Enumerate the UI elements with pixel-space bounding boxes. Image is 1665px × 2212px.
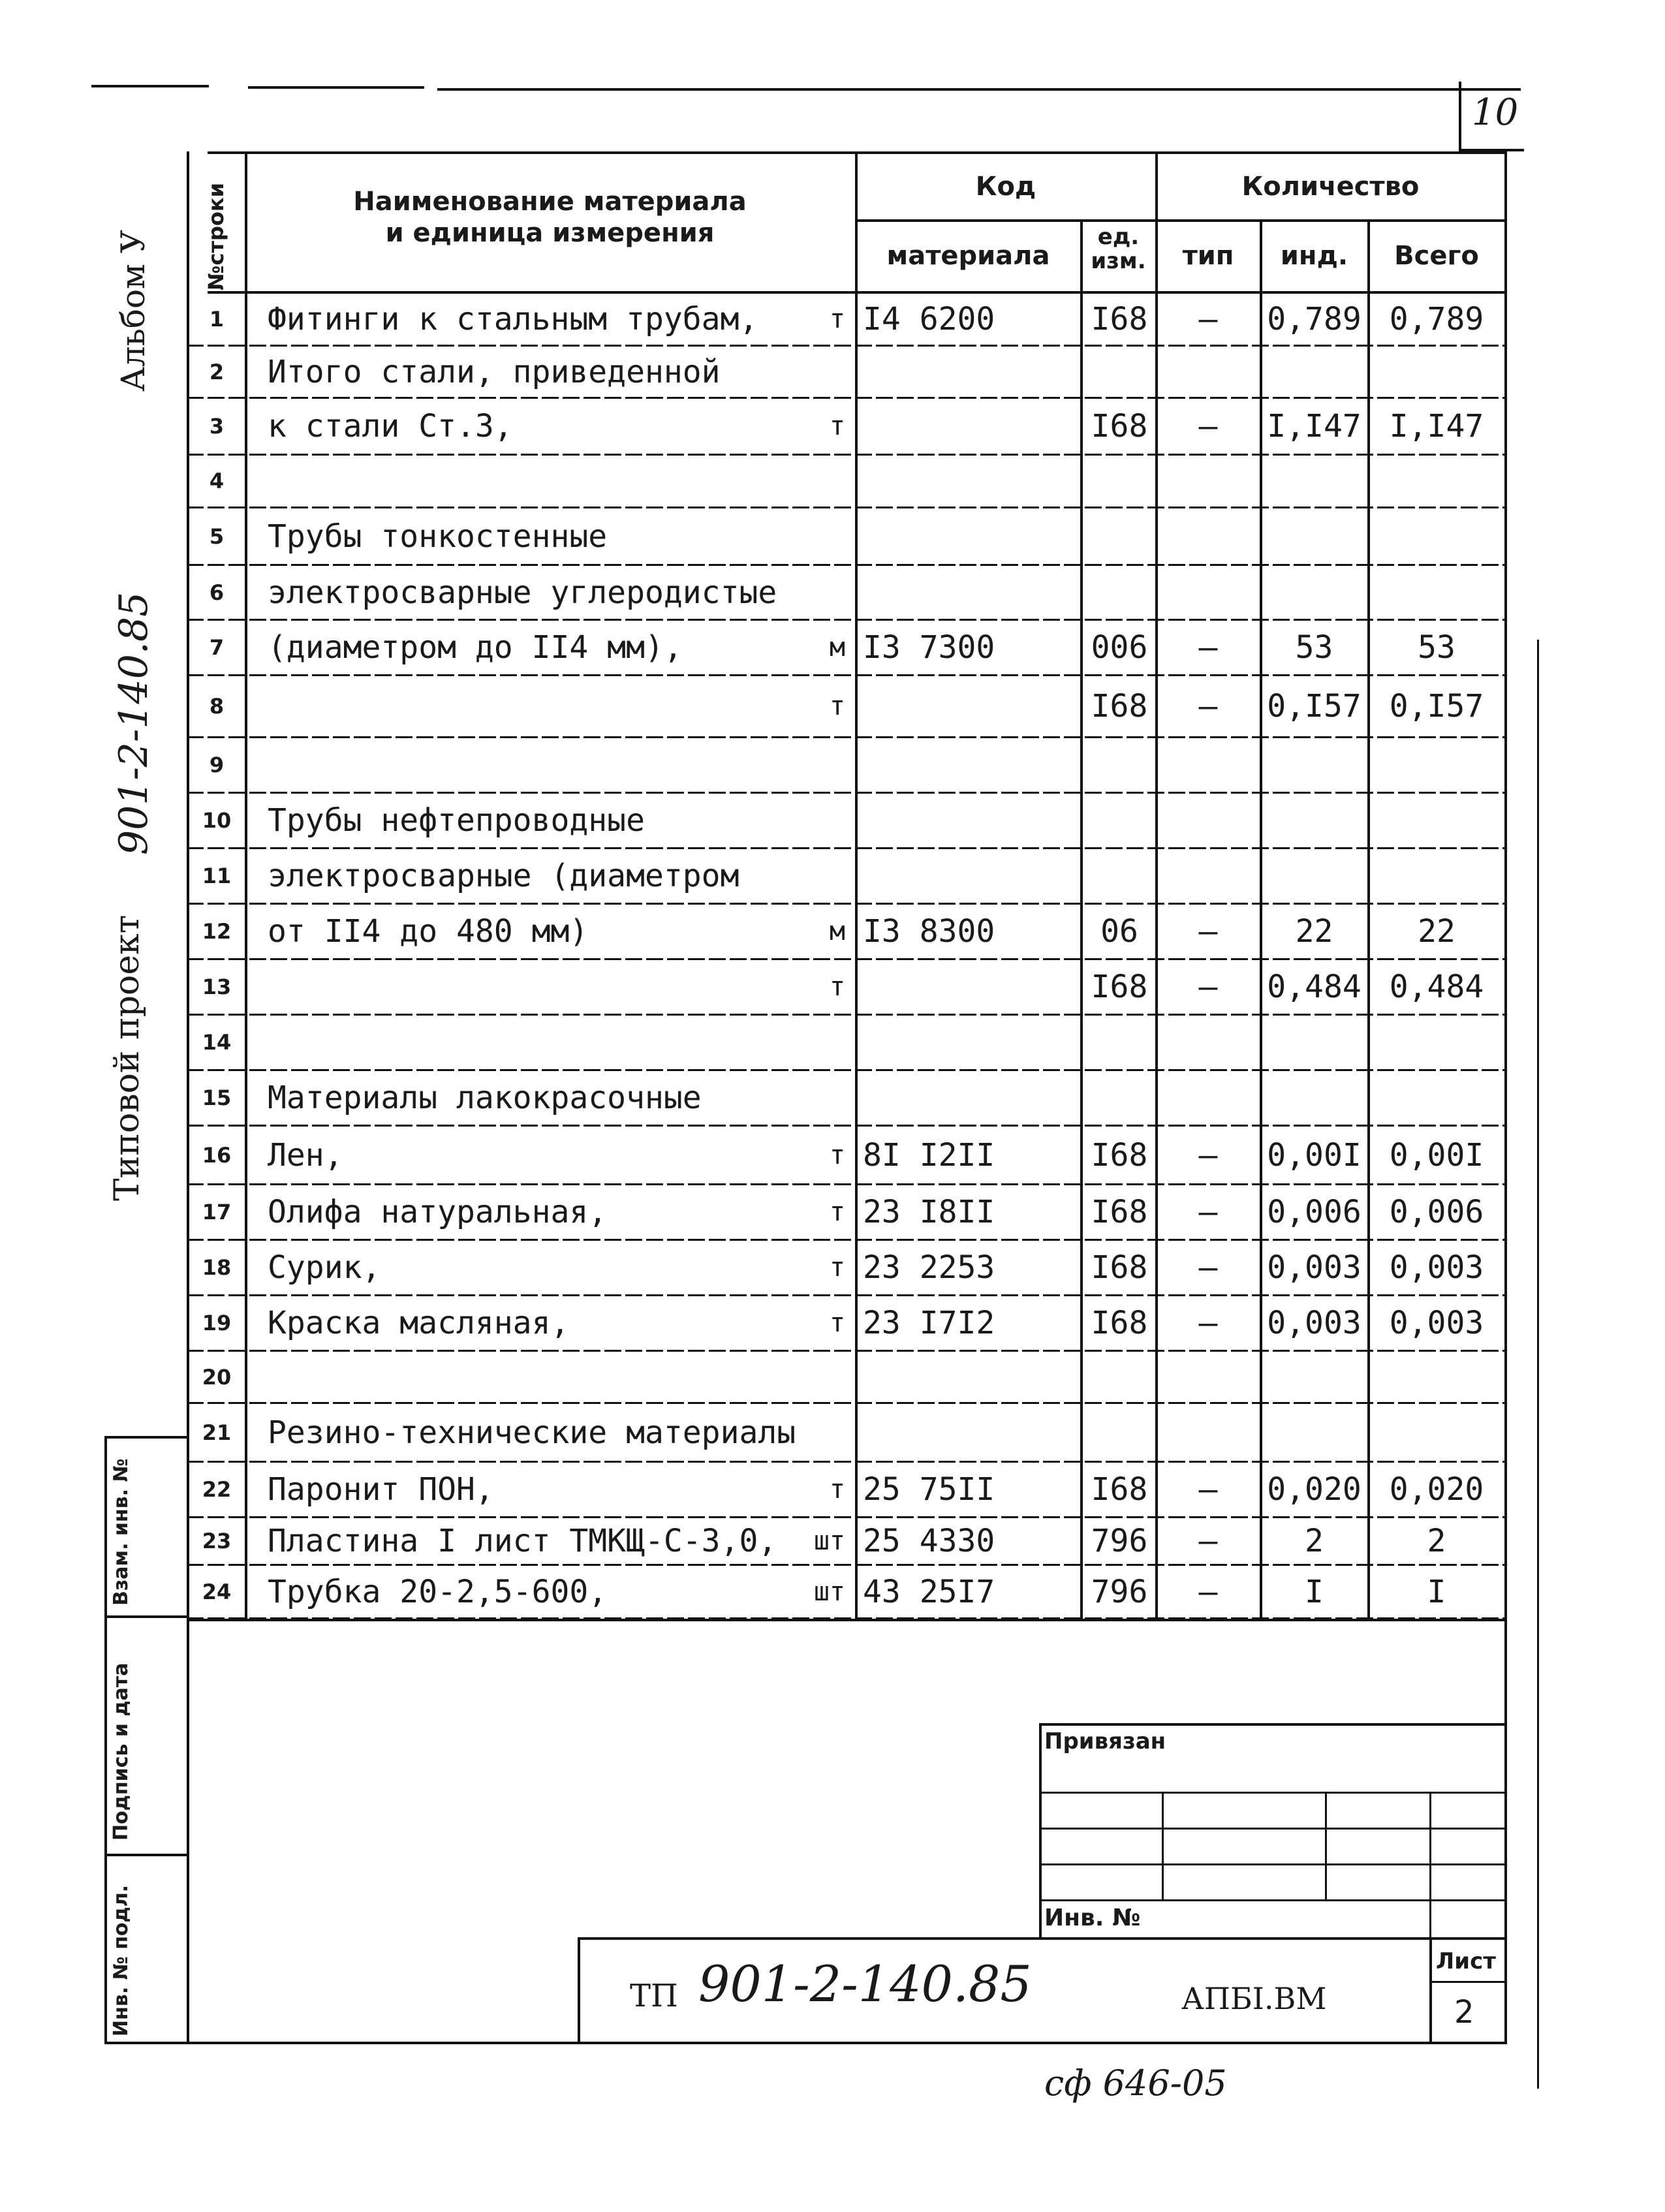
row-ind [1261,1070,1367,1126]
stamp-side-vzam: Взам. инв. № [110,1458,132,1606]
header-q-ind: инд. [1280,241,1348,271]
row-unit [770,1070,845,1126]
row-number: 11 [202,864,232,888]
header-code-material: материала [886,241,1050,271]
row-unit-code: 796 [1091,1574,1148,1610]
row-total [1369,346,1504,398]
row-ind [1261,1015,1367,1070]
row-code: 23 I8II [863,1194,995,1230]
row-unit: т [829,411,845,441]
row-total: 0,003 [1389,1249,1484,1286]
row-number: 16 [202,1143,232,1168]
row-type [1157,1070,1260,1126]
header-mid [855,219,1506,222]
row-total: 0,00I [1389,1137,1484,1174]
row-total [1369,1351,1504,1403]
row-type: – [1198,913,1218,950]
row-number: 17 [202,1200,232,1224]
project-type-label: Типовой проект [108,914,147,1201]
row-ind: 0,I57 [1267,688,1362,724]
header-code: Код [975,172,1036,202]
row-code: 43 25I7 [863,1574,995,1610]
row-number: 13 [202,974,232,999]
row-ind [1261,508,1367,565]
row-name: Сурик, [268,1249,381,1286]
row-ind [1261,849,1367,904]
row-name: Трубы тонкостенные [268,518,608,555]
row-total: 22 [1418,913,1455,950]
row-name: Краска масляная, [268,1305,570,1341]
row-unit-code: I68 [1091,408,1148,444]
row-total: 0,I57 [1389,688,1484,724]
row-type: – [1198,1194,1218,1230]
row-unit-code [1083,1403,1155,1462]
header-row-no: №строки [204,182,228,290]
top-rule-mid [248,86,424,89]
row-total [1369,455,1504,508]
row-ind: I,I47 [1267,408,1362,444]
header-q-total: Всего [1394,241,1479,271]
row-type [1157,508,1260,565]
col-border-name [855,151,858,1620]
row-ind: 22 [1295,913,1333,950]
row-unit-code: 06 [1100,913,1138,950]
row-number: 9 [209,753,225,777]
col-border-right [1504,151,1507,2044]
stamp-side-inv: Инв. № подл. [110,1884,132,2036]
row-name: Материалы лакокрасочные [268,1080,702,1116]
row-total: 53 [1418,629,1455,666]
col-border-code [1080,221,1083,1620]
row-unit-code [1083,849,1155,904]
row-unit-code [1083,455,1155,508]
row-number: 21 [202,1420,232,1445]
side-handwritten-code: 901-2-140.85 [111,591,157,855]
table-bottom [187,1619,1506,1621]
privyazan-label: Привязан [1044,1728,1166,1754]
stamp-side-bottom [104,2042,1506,2044]
row-unit: т [829,972,845,1002]
row-type [1157,1403,1260,1462]
row-number: 4 [209,469,225,493]
row-number: 3 [209,414,225,439]
row-total [1369,1070,1504,1126]
row-name: Пластина I лист ТМКЩ-С-3,0, [268,1523,777,1559]
sheet-value: 2 [1454,1994,1474,2031]
privyazan-line2 [1039,1828,1506,1830]
row-ind: I [1305,1574,1324,1610]
row-unit [770,1403,845,1462]
row-number: 23 [202,1529,232,1553]
top-rule-right [437,88,1521,91]
row-unit: шт [813,1577,845,1607]
row-unit-code: I68 [1091,1305,1148,1341]
row-name: Резино-технические материалы [268,1414,796,1451]
row-ind: 2 [1305,1523,1324,1559]
row-total: 0,484 [1389,969,1484,1005]
row-unit-code: I68 [1091,1137,1148,1174]
row-total [1369,508,1504,565]
row-unit [770,346,845,398]
row-total: 2 [1427,1523,1446,1559]
col-border-num [245,151,247,1620]
row-type: – [1198,1471,1218,1508]
header-quantity: Количество [1241,172,1420,202]
row-unit: т [829,304,845,334]
row-total: 0,003 [1389,1305,1484,1341]
row-number: 20 [202,1365,232,1390]
row-total [1369,738,1504,793]
inv-no-label: Инв. № [1044,1905,1141,1931]
row-total: I,I47 [1389,408,1484,444]
privyazan-col2 [1325,1792,1327,1899]
row-unit-code: 796 [1091,1523,1148,1559]
row-code: I3 7300 [863,629,995,666]
row-ind [1261,455,1367,508]
privyazan-line1 [1039,1792,1506,1794]
row-ind: 0,003 [1267,1305,1362,1341]
row-unit-code [1083,738,1155,793]
row-ind [1261,793,1367,849]
row-number: 19 [202,1311,232,1335]
row-type: – [1198,301,1218,337]
title-block-top [578,1937,1506,1940]
row-type: – [1198,688,1218,724]
row-type [1157,455,1260,508]
row-unit: т [829,1140,845,1170]
row-number: 5 [209,524,225,549]
row-total [1369,565,1504,620]
row-number: 15 [202,1085,232,1110]
page-number-box-left [1459,82,1461,150]
row-ind: 0,020 [1267,1471,1362,1508]
stamp-side-top [104,1436,188,1439]
row-unit-code [1083,1015,1155,1070]
row-unit [770,793,845,849]
row-number: 14 [202,1030,232,1055]
row-code: 23 2253 [863,1249,995,1286]
row-number: 10 [202,808,232,833]
privyazan-col1 [1162,1792,1164,1899]
row-ind [1261,565,1367,620]
title-block-sheet-left [1429,1937,1432,2043]
header-name: Наименование материала и единица измерения [353,187,747,248]
footer-note: сф 646-05 [1044,2063,1227,2104]
row-unit: т [829,1308,845,1338]
row-name: Трубы нефтепроводные [268,802,645,839]
row-unit [770,565,845,620]
album-label: Альбом У [114,230,152,392]
row-name: (диаметром до II4 мм), [268,629,683,666]
row-unit [770,738,845,793]
row-ind [1261,346,1367,398]
row-total: 0,006 [1389,1194,1484,1230]
row-type: – [1198,1305,1218,1341]
tp-number: 901-2-140.85 [698,1955,1032,2013]
row-number: 1 [209,307,225,332]
privyazan-line3 [1039,1863,1506,1865]
row-unit-code [1083,1351,1155,1403]
row-unit-code [1083,346,1155,398]
row-ind: 0,003 [1267,1249,1362,1286]
row-type: – [1198,629,1218,666]
row-ind: 0,484 [1267,969,1362,1005]
row-unit-code: I68 [1091,1194,1148,1230]
row-type [1157,849,1260,904]
row-number: 18 [202,1255,232,1280]
row-unit [770,455,845,508]
row-name: от II4 до 480 мм) [268,913,589,950]
row-unit [770,1351,845,1403]
row-unit: т [829,691,845,721]
row-unit-code: I68 [1091,688,1148,724]
row-number: 8 [209,694,225,719]
row-unit-code: I68 [1091,1249,1148,1286]
row-total: 0,020 [1389,1471,1484,1508]
row-type [1157,346,1260,398]
row-code: I3 8300 [863,913,995,950]
row-unit [770,508,845,565]
row-unit-code [1083,508,1155,565]
row-name: Олифа натуральная, [268,1194,608,1230]
row-number: 24 [202,1580,232,1604]
row-type: – [1198,1523,1218,1559]
row-type [1157,565,1260,620]
row-unit [770,849,845,904]
row-unit-code [1083,793,1155,849]
row-ind [1261,738,1367,793]
privyazan-top [1039,1723,1506,1726]
row-name: Паронит ПОН, [268,1471,494,1508]
row-code: 25 75II [863,1471,995,1508]
stamp-side-div1 [104,1615,188,1618]
row-ind [1261,1351,1367,1403]
row-unit: т [829,1197,845,1227]
row-code: 25 4330 [863,1523,995,1559]
tp-label: ТП [630,1978,678,2014]
row-unit-code: I68 [1091,1471,1148,1508]
row-total: I [1427,1574,1446,1610]
row-type: – [1198,1249,1218,1286]
row-type: – [1198,969,1218,1005]
row-name: Итого стали, приведенной [268,354,721,390]
header-code-unit: ед. изм. [1091,224,1146,275]
row-name: электросварные (диаметром [268,858,739,894]
row-unit-code [1083,565,1155,620]
row-code: I4 6200 [863,301,995,337]
col-border-left [187,151,189,2044]
row-number: 12 [202,919,232,944]
row-type: – [1198,1574,1218,1610]
row-name: Трубка 20-2,5-600, [268,1574,608,1610]
row-type [1157,738,1260,793]
row-total [1369,793,1504,849]
row-ind: 53 [1295,629,1333,666]
row-unit-code [1083,1070,1155,1126]
row-unit: шт [813,1526,845,1556]
top-rule-left [91,85,209,87]
row-type: – [1198,1137,1218,1174]
row-name: Лен, [268,1137,343,1174]
row-unit-code: I68 [1091,301,1148,337]
row-type [1157,1015,1260,1070]
header-q-type: тип [1182,241,1234,271]
stamp-side-div2 [104,1854,188,1856]
row-number: 22 [202,1477,232,1502]
row-type: – [1198,408,1218,444]
row-unit [770,1015,845,1070]
doc-code: АПБI.ВМ [1181,1981,1327,2016]
row-unit: м [829,632,845,662]
stamp-side-outer [104,1436,107,2043]
row-number: 6 [209,580,225,605]
row-unit-code: 006 [1091,629,1148,666]
row-ind: 0,006 [1267,1194,1362,1230]
header-top [208,151,1506,154]
privyazan-col3 [1429,1792,1431,1939]
row-name: Фитинги к стальным трубам, [268,301,758,337]
row-code: 8I I2II [863,1137,995,1174]
row-ind: 0,00I [1267,1137,1362,1174]
row-ind [1261,1403,1367,1462]
row-unit-code: I68 [1091,969,1148,1005]
row-number: 7 [209,635,225,660]
right-margin-line [1537,640,1539,2089]
row-number: 2 [209,360,225,384]
page-number: 10 [1472,91,1519,134]
privyazan-left [1039,1723,1042,1939]
row-ind: 0,789 [1267,301,1362,337]
row-total [1369,1015,1504,1070]
row-type [1157,1351,1260,1403]
sheet-label: Лист [1436,1948,1496,1974]
row-name: электросварные углеродистые [268,574,777,611]
privyazan-line4 [1039,1899,1506,1901]
row-total [1369,1403,1504,1462]
row-name: к стали Ст.3, [268,408,513,444]
stamp-side-podpis: Подпись и дата [110,1662,132,1841]
row-total [1369,849,1504,904]
title-block-sheet-div [1429,1981,1506,1983]
row-total: 0,789 [1389,301,1484,337]
row-code: 23 I7I2 [863,1305,995,1341]
title-block-left [578,1937,580,2043]
row-type [1157,793,1260,849]
row-unit: т [829,1253,845,1283]
row-unit: м [829,916,845,946]
row-unit: т [829,1474,845,1504]
